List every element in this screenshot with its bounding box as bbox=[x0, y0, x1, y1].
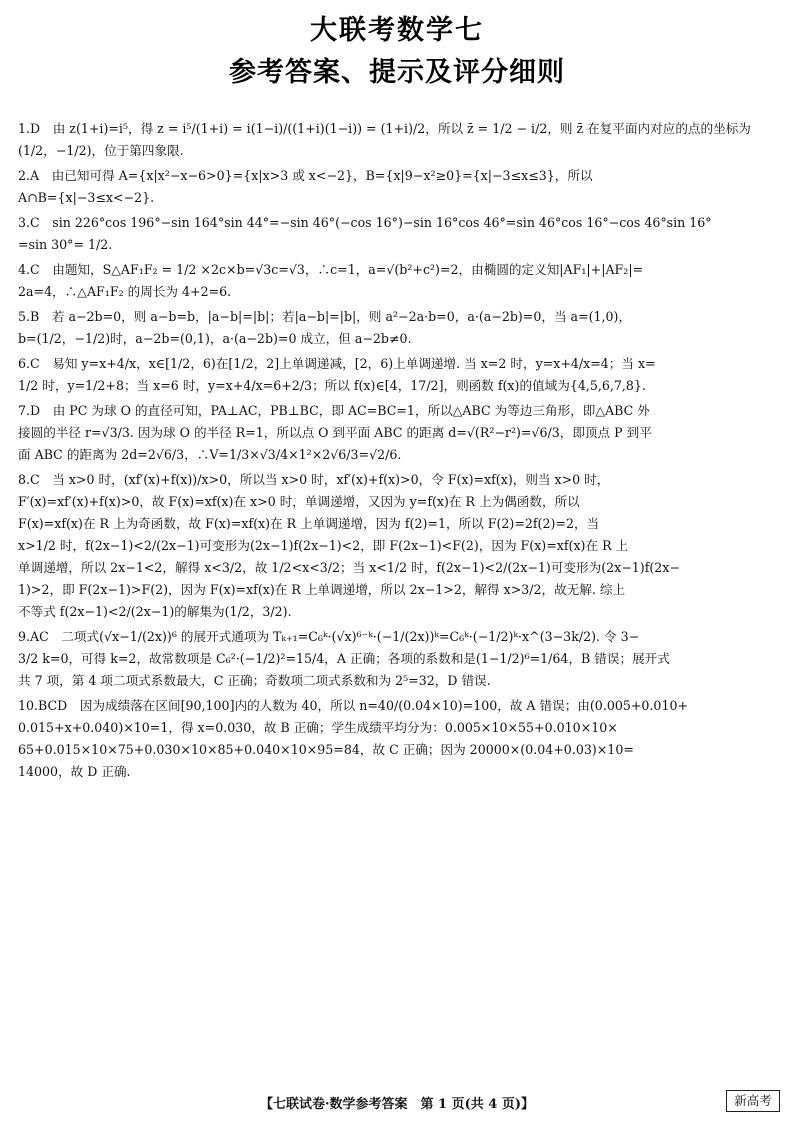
answer-line: x>1/2 时，f(2x−1)<2/(2x−1)可变形为(2x−1)f(2x−1)<2，即 F(2x−1)<F(2)，因为 F(x)=xf(x)在 R 上 bbox=[18, 538, 629, 553]
edition-badge: 新高考 bbox=[726, 1090, 780, 1112]
answer-line: 0.015+x+0.040)×10=1，得 x=0.030，故 B 正确；学生成绩平均分为：0.005×10×55+0.010×10× bbox=[18, 720, 618, 735]
answer-line: (1/2，−1/2)，位于第四象限. bbox=[18, 143, 184, 158]
answer-item bbox=[18, 118, 782, 162]
answer-line: A∩B={x|−3≤x<−2}. bbox=[18, 190, 155, 205]
answer-item bbox=[18, 469, 782, 623]
answer-line: 1)>2，即 F(2x−1)>F(2)，因为 F(x)=xf(x)在 R 上单调递增，所以 2x−1>2，解得 x>3/2，故无解. 综上 bbox=[18, 582, 626, 597]
answer-line: 65+0.015×10×75+0.030×10×85+0.040×10×95=84，故 C 正确；因为 20000×(0.04+0.03)×10= bbox=[18, 742, 634, 757]
answer-line: 6.C 易知 y=x+4/x，x∈[1/2，6)在[1/2，2]上单调递减，[2，6)上单调递增. 当 x=2 时，y=x+4/x=4；当 x= bbox=[18, 356, 656, 371]
answer-line: 共 7 项，第 4 项二项式系数最大，C 正确；奇数项二项式系数和为 2⁵=32，D 错误. bbox=[18, 673, 491, 688]
answer-list bbox=[18, 118, 782, 786]
answer-item bbox=[18, 212, 782, 256]
answer-item bbox=[18, 353, 782, 397]
answer-item bbox=[18, 259, 782, 303]
page-subtitle: 参考答案、提示及评分细则 bbox=[229, 57, 565, 88]
answer-line: 单调递增，所以 2x−1<2，解得 x<3/2，故 1/2<x<3/2；当 x<1/2 时，f(2x−1)<2/(2x−1)可变形为(2x−1)f(2x− bbox=[18, 560, 680, 575]
answer-line: 1.D 由 z(1+i)=i⁵，得 z = i⁵/(1+i) = i(1−i)/((1+i)(1−i)) = (1+i)/2，所以 z̄ = 1/2 − i/2，则 z̄ 在复平面内对应的点的坐标为 bbox=[18, 121, 751, 136]
answer-line: 3.C sin 226°cos 196°−sin 164°sin 44°=−sin 46°(−cos 16°)−sin 16°cos 46°=sin 46°cos 16°−cos 46°sin 16° bbox=[18, 215, 712, 230]
answer-line: 3/2 k=0，可得 k=2，故常数项是 C₆²·(−1/2)²=15/4，A 正确；各项的系数和是(1−1/2)⁶=1/64，B 错误；展开式 bbox=[18, 651, 670, 666]
answer-line: b=(1/2，−1/2)时，a−2b=(0,1)，a·(a−2b)=0 成立，但 a−2b≠0. bbox=[18, 331, 412, 346]
answer-item bbox=[18, 626, 782, 692]
answer-line: 14000，故 D 正确. bbox=[18, 764, 131, 779]
answer-item bbox=[18, 695, 782, 783]
answer-line: 不等式 f(2x−1)<2/(2x−1)的解集为(1/2，3/2). bbox=[18, 604, 292, 619]
answer-line: 8.C 当 x>0 时，(xf′(x)+f(x))/x>0，所以当 x>0 时，xf′(x)+f(x)>0，令 F(x)=xf(x)，则当 x>0 时， bbox=[18, 472, 610, 487]
answer-line: 9.AC 二项式(√x−1/(2x))⁶ 的展开式通项为 Tₖ₊₁=C₆ᵏ·(√x)⁶⁻ᵏ·(−1/(2x))ᵏ=C₆ᵏ·(−1/2)ᵏ·x^(3−3k/2). 令 3− bbox=[18, 629, 640, 644]
answer-line: =sin 30°= 1/2. bbox=[18, 237, 113, 252]
answer-line: 4.C 由题知，S△AF₁F₂ = 1/2 ×2c×b=√3c=√3，∴c=1，a=√(b²+c²)=2，由椭圆的定义知|AF₁|+|AF₂|= bbox=[18, 262, 644, 277]
answer-line: 2.A 由已知可得 A={x|x²−x−6>0}={x|x>3 或 x<−2}，B={x|9−x²≥0}={x|−3≤x≤3}，所以 bbox=[18, 168, 593, 183]
answer-item bbox=[18, 306, 782, 350]
answer-item bbox=[18, 400, 782, 466]
answer-line: 5.B 若 a−2b=0，则 a−b=b，|a−b|=|b|；若|a−b|=|b|，则 a²−2a·b=0，a·(a−2b)=0，当 a=(1,0)， bbox=[18, 309, 632, 324]
answer-line: 面 ABC 的距离为 2d=2√6/3，∴V=1/3×√3/4×1²×2√6/3=√2/6. bbox=[18, 447, 402, 462]
page-title: 大联考数学七 bbox=[310, 15, 484, 46]
answer-line: 接圆的半径 r=√3/3. 因为球 O 的半径 R=1，所以点 O 到平面 ABC 的距离 d=√(R²−r²)=√6/3，即顶点 P 到平 bbox=[18, 425, 652, 440]
answer-line: 1/2 时，y=1/2+8；当 x=6 时，y=x+4/x=6+2/3；所以 f(x)∈[4，17/2]，则函数 f(x)的值域为{4,5,6,7,8}. bbox=[18, 378, 646, 393]
answer-line: 10.BCD 因为成绩落在区间[90,100]内的人数为 40，所以 n=40/(0.04×10)=100，故 A 错误；由(0.005+0.010+ bbox=[18, 698, 689, 713]
answer-item bbox=[18, 165, 782, 209]
answer-line: 7.D 由 PC 为球 O 的直径可知，PA⊥AC，PB⊥BC，即 AC=BC=1，所以△ABC 为等边三角形，即△ABC 外 bbox=[18, 403, 650, 418]
answer-line: F(x)=xf(x)在 R 上为奇函数，故 F(x)=xf(x)在 R 上单调递增，因为 f(2)=1，所以 F(2)=2f(2)=2，当 bbox=[18, 516, 600, 531]
answer-line: 2a=4，∴△AF₁F₂ 的周长为 4+2=6. bbox=[18, 284, 232, 299]
answer-line: F′(x)=xf′(x)+f(x)>0，故 F(x)=xf(x)在 x>0 时，单调递增，又因为 y=f(x)在 R 上为偶函数，所以 bbox=[18, 494, 580, 509]
page-footer: 【七联试卷·数学参考答案 第 1 页(共 4 页)】 bbox=[259, 1097, 535, 1112]
